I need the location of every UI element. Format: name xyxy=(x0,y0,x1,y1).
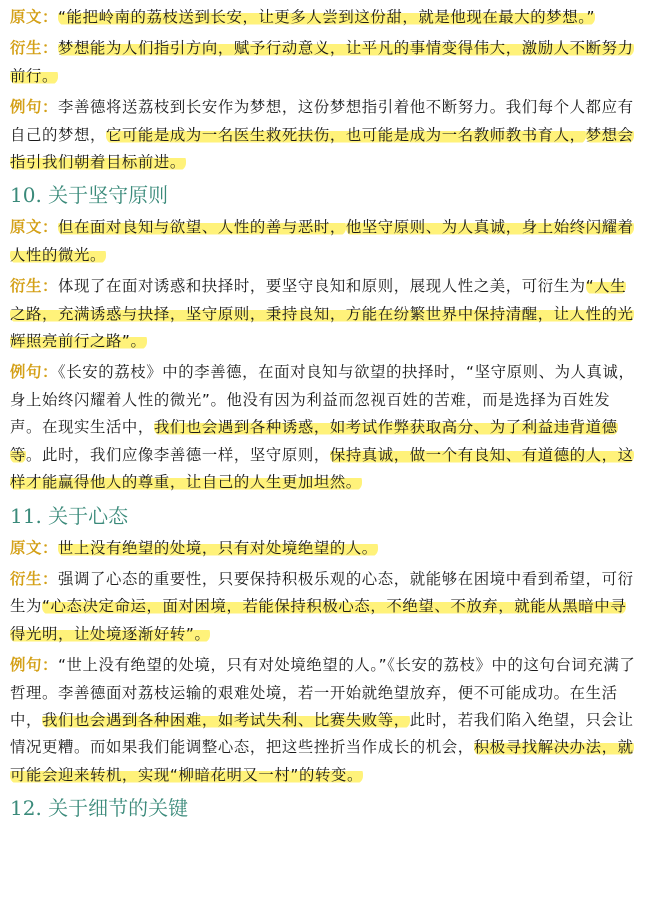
highlight: 他坚守原则、为人真诚，身上始终闪耀着人性的微光。 xyxy=(10,218,634,264)
yuanwen-label: 原文： xyxy=(10,8,58,26)
yansheng-label: 衍生： xyxy=(10,277,58,296)
section-title: 11. 关于心态 xyxy=(10,503,129,528)
yansheng-label: 衍生： xyxy=(10,569,58,588)
liju-label: 例句： xyxy=(10,98,58,117)
text: “世上没有绝望的处境，只有对处境绝望的人。”《长安的荔枝》中的这句台词充满了哲理。李善德面对荔枝运输的艰难处境，若一开始就绝望放弃，便不可能成功。在生活中， xyxy=(10,656,636,729)
highlight: 保持真诚，做一个有良知、有道德的人，这样才能赢得他人的尊重，让自己的人生更加坦然。 xyxy=(10,445,634,492)
highlight: 它可能是成为一名医生救死扶伤，也可能是成为一名教师教书育人， xyxy=(105,125,586,144)
text: 体现了在面对诱惑和抉择时，要坚守良知和原则，展现人性之美，可衍生为 xyxy=(57,277,586,296)
highlight: 梦想会指引我们朝着目标前进。 xyxy=(10,125,634,172)
s9-liju xyxy=(10,94,641,176)
yuanwen-label: 原文： xyxy=(10,218,58,237)
s10-yansheng xyxy=(10,273,641,355)
highlight: “心态决定命运，面对困境，若能保持积极心态，不绝望、不放弃，就能从黑暗中寻得光明，让处境逐渐好转”。 xyxy=(10,597,627,643)
highlight: “能把岭南的荔枝送到长安，让更多人尝到这份甜，就是他现在最大的梦想。” xyxy=(57,8,596,26)
highlight: 梦想能为人们指引方向，赋予行动意义，让平凡的事情变得伟大，激励人不断努力前行。 xyxy=(10,39,634,85)
liju-label: 例句： xyxy=(10,656,58,675)
highlight: 但在面对良知与欲望、人性的善与恶时， xyxy=(57,218,346,237)
section-title: 10. 关于坚守原则 xyxy=(10,183,169,208)
text: 强调了心态的重要性，只要保持积极乐观的心态，就能够在困境中看到希望，可衍生为 xyxy=(10,569,634,616)
s9-yuanwen xyxy=(10,4,641,31)
yansheng-label: 衍生： xyxy=(10,39,58,58)
s11-yansheng xyxy=(10,566,641,648)
s10-yuanwen xyxy=(10,214,641,269)
s9-yansheng xyxy=(10,35,641,90)
s11-liju xyxy=(10,652,641,789)
highlight: 世上没有绝望的处境，只有对处境绝望的人。 xyxy=(57,538,378,557)
text: 《长安的荔枝》中的李善德，在面对良知与欲望的抉择时，“坚守原则、为人真诚，身上始终闪耀着人性的微光”。他没有因为利益而忽视百姓的苦难，而是选择为百姓发声。在现实生活中， xyxy=(10,363,635,437)
highlight: 我们也会遇到各种诱惑，如考试作弊获取高分、为了利益违背道德等 xyxy=(10,418,618,464)
s10-liju xyxy=(10,359,641,496)
section-title: 12. 关于细节的关键 xyxy=(10,796,189,821)
highlight: “人生之路，充满诱惑与抉择，坚守原则，秉持良知，方能在纷繁世界中保持清醒，让人性的光辉照亮前行之路”。 xyxy=(10,277,634,351)
liju-label: 例句： xyxy=(10,363,58,382)
text: 此时，若我们陷入绝望，只会让情况更糟。而如果我们能调整心态，把这些挫折当作成长的机会， xyxy=(10,710,634,757)
s11-yuanwen xyxy=(10,535,641,562)
text: 。此时，我们应像李善德一样，坚守原则， xyxy=(26,445,330,464)
text: 李善德将送荔枝到长安作为梦想，这份梦想指引着他不断努力。我们每个人都应有自己的梦想， xyxy=(10,98,634,144)
yuanwen-label: 原文： xyxy=(10,538,58,557)
highlight: 我们也会遇到各种困难，如考试失利、比赛失败等， xyxy=(41,710,410,729)
highlight: 积极寻找解决办法，就可能会迎来转机，实现“柳暗花明又一村”的转变。 xyxy=(10,738,634,784)
